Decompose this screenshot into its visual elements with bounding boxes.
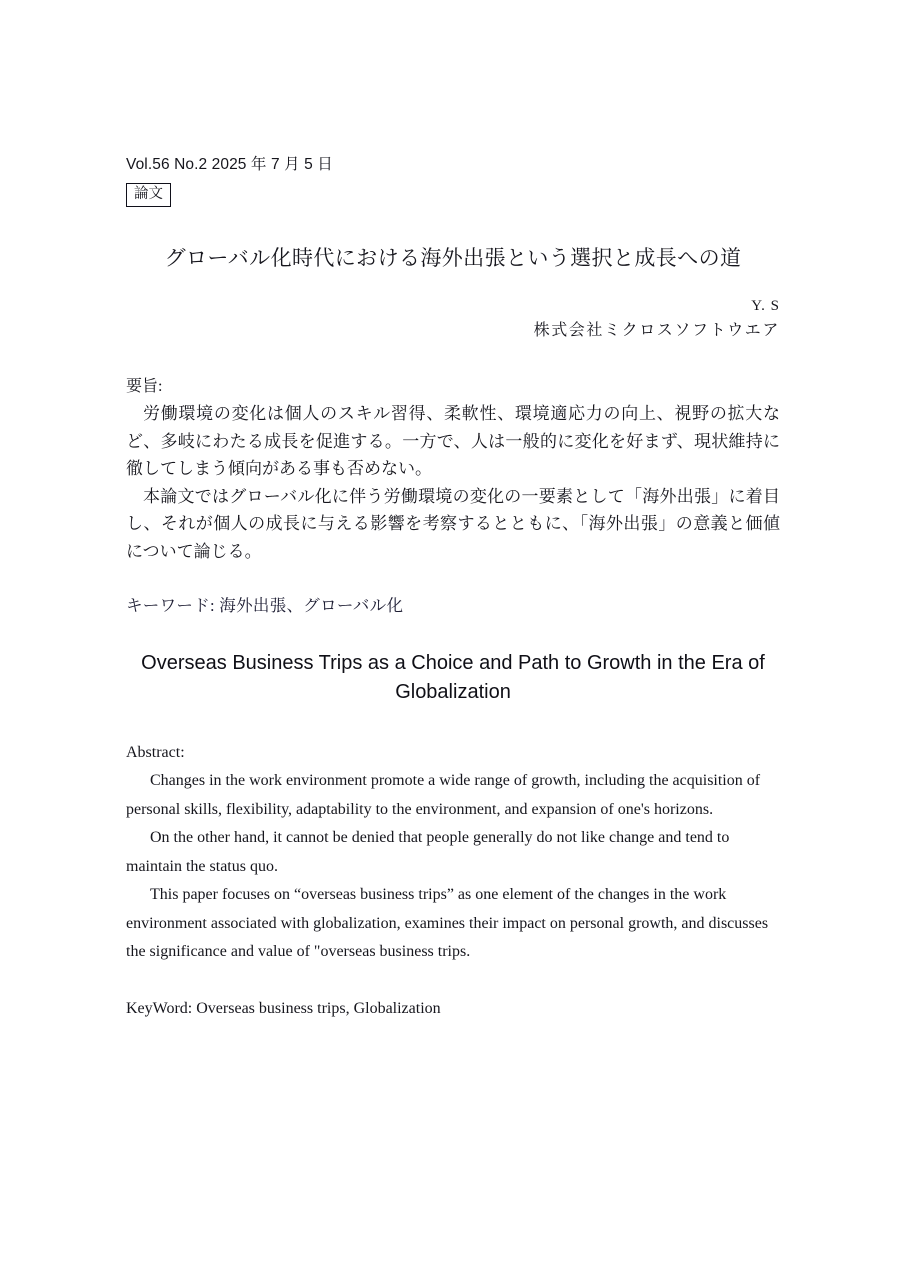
english-keywords: KeyWord: Overseas business trips, Globalization: [126, 999, 441, 1017]
page-content: [126, 0, 780, 1022]
japanese-abstract-label: 要旨:: [126, 378, 163, 395]
japanese-keywords: キーワード: 海外出張、グローバル化: [126, 596, 404, 615]
issue-volume-date-line: Vol.56 No.2 2025 年 7 月 5 日: [126, 156, 333, 173]
english-abstract-section: [126, 739, 780, 967]
japanese-abstract-section: [126, 374, 780, 565]
document-type-badge: 論文: [126, 183, 171, 207]
document-type-container: [126, 183, 780, 207]
author-name: Y. S: [751, 298, 780, 314]
english-abstract-label: Abstract:: [126, 744, 185, 761]
author-block: [126, 294, 780, 343]
english-title: Overseas Business Trips as a Choice and Path to Growth in the Era of Globalization: [141, 652, 765, 703]
japanese-abstract-paragraph: 労働環境の変化は個人のスキル習得、柔軟性、環境適応力の向上、視野の拡大など、多岐にわたる成長を促進する。一方で、人は一般的に変化を好まず、現状維持に徹してしまう傾向がある事も否めない。: [126, 404, 780, 478]
english-abstract-paragraph: Changes in the work environment promote a wide range of growth, including the acquisition of personal skills, flexibility, adaptability to the environment, and expansion of one's horizons.: [126, 772, 761, 818]
japanese-title: グローバル化時代における海外出張という選択と成長への道: [164, 246, 742, 270]
english-abstract-paragraph: On the other hand, it cannot be denied that people generally do not like change and tend to maintain the status quo.: [126, 829, 730, 875]
english-abstract-paragraph: This paper focuses on “overseas business trips” as one element of the changes in the work environment associated with globalization, examines their impact on personal growth, and discusses the significance and value of "overseas business trips.: [126, 886, 769, 960]
japanese-abstract-paragraph: 本論文ではグローバル化に伴う労働環境の変化の一要素として「海外出張」に着目し、それが個人の成長に与える影響を考察するとともに、「海外出張」の意義と価値について論じる。: [126, 486, 780, 561]
author-affiliation: 株式会社ミクロスソフトウエア: [533, 322, 780, 339]
